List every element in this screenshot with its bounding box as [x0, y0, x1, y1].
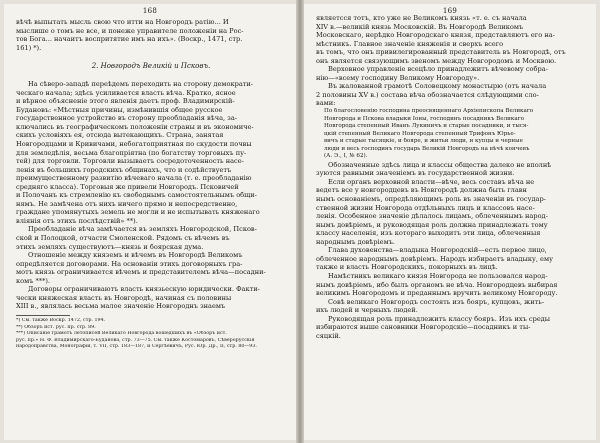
text-line: нямъ. Не замѣчена отъ нихъ ничего прямо и непосредственно, [16, 199, 238, 208]
text-line: опредѣляется договорами. На основанiи этихъ договорныхъ гра- [16, 259, 243, 268]
text-line: Отношенiе между княземъ и вѣчемъ въ Новгородѣ Великомъ [28, 251, 243, 260]
text-line: онъ является связующимъ звеномъ между Новгородомъ и Москвою. [316, 56, 557, 65]
footnote-line: народоправства, Монографiи, т. VII, стр. 183—187, и Сергѣевичъ, Рус. Юр. Др., II, стр. 80—93. [16, 344, 257, 350]
text-line: зуются равными значенiемъ въ государственной жизни. [316, 169, 515, 178]
book-gutter [296, 0, 304, 443]
text-line: классу населенiя, изъ котораго выходитъ эти лица, облеченныя [316, 229, 541, 238]
text-line: и Полочанъ къ стремленiю къ свободнымъ самостоятельнымъ общи- [16, 191, 257, 200]
charter-quote [316, 108, 586, 161]
text-line: и вѣрное объясненiе этого явленiя даетъ проф. Владимирскiй- [16, 97, 235, 106]
text-line: вѣчѣ выпытать мысль свою что итти на Новгородъ ратiю... И [16, 18, 229, 26]
text-line: Верховное управленiе всецѣло принадлежитъ вѣчевому собра- [328, 65, 548, 74]
text-line: Преобладанiе вѣча замѣчается въ земляхъ Новгородской, Псков- [28, 225, 257, 234]
text-line: Руководящая роль принадлежитъ классу бояръ. Изъ ихъ среды [328, 314, 551, 323]
text-line: На сѣверо-западѣ переѣдемъ переходить на сторону демократи- [28, 80, 254, 89]
text-line: въ томъ, что онъ привилегированный представитель въ Новгородѣ, отъ [316, 48, 566, 57]
text-line: мотъ князь ограничивается вѣчемъ и представителемъ вѣча—посадни- [16, 268, 266, 277]
text-line: нымъ довѣрiемъ, и руководящая роль должна принадлежать тому [316, 220, 548, 229]
text-line: Договоры ограничиваютъ власть князьескую юридически. Факти- [28, 285, 260, 294]
text-line: ской и Полоцкой, отчасти Смоленской. Рядомъ съ вѣчемъ въ [16, 234, 230, 243]
text-line: Глава духовенства—владыка Новгородскiй—есть первое лицо, [328, 246, 547, 255]
text-line: нымъ довѣрiемъ, ибо былъ органомъ не вѣча. Новгородцевъ выбирая [316, 280, 558, 289]
text-line: тов Бога... начаитъ воспритятие имъ на ихъ». (Воскр., 1471, стр. [16, 35, 243, 44]
text-line: нымъ основанiемъ, опредѣляющимъ роль въ значенiи въ государ- [316, 195, 546, 204]
text-line: являетсся тотъ, кто уже не Великомъ князь «т. е. съ начала [316, 14, 527, 22]
quote-line: Новгорода степенный Иванъ Лукиничъ и старые посадники, и тыся- [324, 123, 529, 130]
quote-line: цкiй степенный Великаго Новгорода степенный Трифонъ Юрье- [324, 130, 516, 137]
footnote-line: **) Обзоръ ист. рус. пр. стр. 89. [16, 324, 96, 330]
text-line: ленiя. Особенное значенiе дѣлалось лицамъ, облеченнымъ народ- [316, 212, 548, 221]
text-line: комъ ***). [16, 276, 51, 285]
body-text-upper [316, 14, 586, 108]
body-text-lower [316, 161, 586, 340]
text-line: Будановъ: «Мѣстныя причины, измѣнившiя общее русское [16, 105, 223, 114]
text-line: нiю—«всему господину Великому Новгороду». [316, 73, 480, 82]
text-line: Совѣ великаго Новгородъ состоять изъ бояръ, купцовъ, жить- [328, 297, 545, 306]
quote-line: По благословенiю господина преосвященнаго Архiепископа Великаго [324, 108, 534, 115]
page-number: 168 [142, 7, 158, 15]
quote-line: вичъ и старые тысяцкiе, и бояре, и житьи люди, и купцы и черные [324, 138, 523, 145]
text-line: для земледѣлiя, весьма благопрiятна (по богатству торговыхъ пу- [16, 148, 247, 157]
footnote-line: *) См. также Воскр. 1472, стр. 194. [16, 317, 106, 323]
text-line: этихъ земляхъ существуютъ—князь и боярская дума. [16, 242, 204, 251]
text-line: избираются выше сановники Новгородскiе—посадникъ и ты- [316, 323, 531, 332]
text-line: Намѣстникъ великаго князя Новгорода не пользовался народ- [328, 271, 548, 280]
text-line: Если органъ верховной власти—вѣче, весь составъ вѣча не [328, 177, 535, 186]
text-line: Обозначенные здѣсь лица и классы общества далеко не вполнѣ [328, 160, 552, 169]
text-line: вами: [316, 99, 336, 108]
text-line: ихъ людей и черныхъ людей. [316, 306, 418, 315]
text-line: средняго класса). Торговыя же привели Новгородъ. Псковичей [16, 182, 239, 191]
right-page [304, 4, 596, 440]
text-line: Новгородцами и Кривичами, небогатоприятная по скудости почвы [16, 140, 252, 149]
text-line: ческаго начала; здѣсь усиливается власть вѣча. Кратко, ясное [16, 88, 236, 97]
text-line: Въ жалованной грамотѣ Соловецкому монастырю (отъ начала [328, 82, 547, 91]
quote-line: люди и весь господинъ государь Великiй Новгородъ на вѣчѣ кончевъ [324, 145, 530, 152]
text-line: преимущественному развитiю вѣчеваго начала (т. е. преобладанiю [16, 174, 252, 183]
section-heading: 2. Новгородъ Великiй и Псковъ. [91, 62, 211, 71]
text-line: ственной жизни Новгорода отдѣльныхъ лицъ и классовъ насе- [316, 203, 535, 212]
text-line: 161) *). [16, 43, 42, 52]
text-line: 2 половины XV в.) состава вѣча обозначается слѣдующими сло- [316, 90, 539, 99]
text-line: ленiя въ большихъ городскихъ общинахъ, что и содѣйствуетъ [16, 165, 232, 174]
left-page-text [16, 18, 286, 351]
footnote-line: ***) Описанiе грамотъ летописей Великаго Новгорода вошедшихъ въ «Обзоръ ист. [16, 331, 227, 337]
footnote-line: рус. пр.» Н. Ф. Владимирскаго-Буданова, стр. 73—75. См. также Костомаровъ, Сѣверорусскiя [16, 337, 255, 343]
text-line: XIII в., являлась весьма малое значенiе Новгороднъ знаемъ [16, 302, 226, 311]
quote-line: (А. Э., I, № 62). [324, 153, 368, 160]
footnotes [16, 318, 286, 351]
text-line: ключались въ географическомъ положенiи страны и въ экономиче- [16, 122, 254, 131]
text-line: великимъ Новгородомъ и преданнымъ вручить великому Новгороду. [316, 289, 558, 298]
text-line: мѣстникъ. Главное значенiе княженiя и сверхъ всего [316, 39, 504, 48]
text-line: граждане упомянутыхъ земель не могли и не испытывать княженаго [16, 208, 260, 217]
text-line: Московскаго, нерѣдко Новгородскаго князя, представляютъ его на- [316, 31, 555, 40]
text-line: также и власть Новгородскихъ, покорныхъ въ лицѣ. [316, 263, 498, 272]
text-line: XIV в.—великiй князь Московскiй. Въ Новгородѣ Великомъ [316, 22, 524, 31]
text-line: тей) для торговли. Торговли вызываетъ сосредоточенность насе- [16, 157, 244, 166]
text-line: скихъ условiяхъ ея, отсюда вытекающихъ. Страна, занятая [16, 131, 224, 140]
text-line: чески княжеская власть въ Новгородѣ, начиная съ половины [16, 293, 232, 302]
text-line: облеченное народнымъ довѣрiемъ. Народъ избираетъ владыку, ему [316, 254, 553, 263]
closing-quote [16, 18, 286, 52]
footnote-divider [16, 315, 70, 316]
text-line: народнымъ довѣрiемъ. [316, 237, 396, 246]
left-page [4, 4, 296, 440]
text-line: ведетъ все у новгородцевъ въ Новгородѣ должна быть главн [316, 186, 527, 195]
text-line: сяцкiй. [316, 331, 341, 340]
text-line: мыслише о томъ не все, и понеже управителе положенiи на Рос- [16, 26, 244, 35]
quote-line: Новгорода и Пскова владыки Iоны, господинъ посадникъ Великаго [324, 115, 524, 122]
body-text [16, 80, 286, 311]
page-number: 169 [442, 7, 458, 15]
text-line: влiянiя отъ этихъ послѣдствiй» **). [16, 216, 138, 225]
right-page-text [316, 14, 586, 340]
text-line: государственное устройство въ сторону преобладанiя вѣча, за- [16, 114, 237, 123]
